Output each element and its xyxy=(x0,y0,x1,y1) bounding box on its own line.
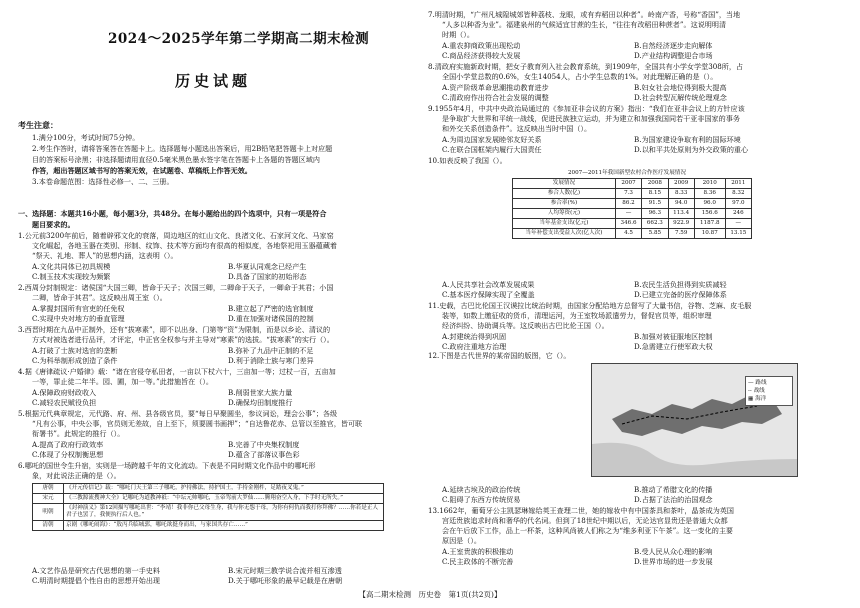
section-heading: 一、选择题：本题共16小题，每小题3分，共48分。在每小题给出的四个选项中，只有一项是符合 xyxy=(18,209,327,218)
question-text: 二卿，皆命于其君”。这反映出周王室（）。 xyxy=(32,293,167,302)
table-cell: 《开元传信记》载：“哪吒门天王第三子哪吒，护持佛法，持护国土，手持金刚杵，足踏夜叉鬼。” xyxy=(64,484,384,494)
question-text: 文化崛起，各地玉器在类别、形制、纹饰、技术等方面均有很高的相似度，各地祭祀用玉器蕴藏着 xyxy=(32,241,338,250)
question-text: 2.西周分封制规定：诸侯国“大国三卿，皆命于天子；次国三卿，二卿命于天子，一卿命于其君；小国 xyxy=(18,283,334,292)
question-text: 6.哪吒的国世令生升宿，实则是一场跨越千年的文化流动。下表是不同时期文化作品中的哪吒形 xyxy=(18,461,316,470)
option[interactable]: D.产业结构调整迎合市场 xyxy=(634,51,713,60)
option[interactable]: D.世界市场的进一步发展 xyxy=(634,557,713,566)
notice-item: 2.考生作答时，请将答案答在答题卡上。选择题每小题选出答案后，用2B铅笔把答题卡上对应题 xyxy=(32,144,333,153)
question-text: “人多以种香为业”。福建泉州的气候适宜甘蔗的生长，“往往有改稻田种蔗者”。这说明明清 xyxy=(442,20,727,29)
table-cell: 宋元 xyxy=(33,494,64,504)
notice-item: 3.本卷命题范围：选择性必修一、二、三册。 xyxy=(32,177,174,186)
question-text: 12.下图是古代世界的某帝国的版图，它（）。 xyxy=(428,351,571,360)
question-text: 方式对被选者进行品评，才评定，中正官全权参与并主导对“寒素”的选拔。“拔寒素”的实行（）。 xyxy=(32,335,334,344)
table-title: 2007—2011年我国新型农村合作医疗发展情况 xyxy=(568,170,686,176)
table-head-cell: 2007 xyxy=(615,179,641,189)
option[interactable]: C.制玉技术实现较为频繁 xyxy=(32,272,111,281)
table-cell: 86.2 xyxy=(615,199,641,209)
table-cell: 91.5 xyxy=(642,199,668,209)
question-text: 9.1955年4月，中共中央政治局通过的《参加亚非会议的方案》指出：“我们在亚非会议上的方针应该 xyxy=(428,104,745,113)
table-cell: 96.3 xyxy=(642,209,668,219)
option[interactable]: C.实现中央对地方的垂直管理 xyxy=(32,314,125,323)
option[interactable]: B.受人民从众心理的影响 xyxy=(634,547,713,556)
option[interactable]: A.王室贵族的积极推动 xyxy=(442,547,514,556)
option[interactable]: A.重农抑商政策出现松动 xyxy=(442,41,521,50)
question-text: 原因是（）。 xyxy=(442,536,482,545)
option[interactable]: B.完善了中央集权制度 xyxy=(228,440,300,449)
question-text: 一等，罪止徒二年半。园、圃，加一等。”此措施旨在（）。 xyxy=(32,377,213,386)
notice-item: 作答，超出答题区域书写的答案无效，在试题卷、草稿纸上作答无效。 xyxy=(32,166,252,175)
option[interactable]: D.急需建立行使军政大权 xyxy=(634,342,713,351)
option[interactable]: A.文艺作品是研究古代思想的第一手史料 xyxy=(32,566,160,575)
table-cell: 922.9 xyxy=(668,219,694,229)
table-cell: 京剧《哪吒闹海》：“敖丙兵临城郭，哪吒欲挺身而出，与家国共存亡……” xyxy=(64,521,384,531)
question-text: “凡有公事，中央公事，官员则无差故，自上至下，须要圆书画押”；“自达鲁花赤、总管以至推官，皆可联 xyxy=(32,419,363,428)
table-cell: 人均筹资(元) xyxy=(513,209,616,219)
option[interactable]: B.妇女社会地位得到极大提高 xyxy=(634,83,727,92)
table-cell: 8.33 xyxy=(668,189,694,199)
table-cell: 清朝 xyxy=(33,521,64,531)
option[interactable]: D.社会转型瓦解传统伦理观念 xyxy=(634,93,727,102)
option[interactable]: C.在联合国框架内履行大国责任 xyxy=(442,145,542,154)
left-column xyxy=(18,0,418,608)
option[interactable]: C.民主政体的不断完善 xyxy=(442,557,514,566)
question-text: 时期（）。 xyxy=(442,30,474,39)
question-text: “祭天、礼地、葬人”的思想内涵，这表明（）。 xyxy=(32,251,178,260)
option[interactable]: B.宋元时期三教学说合流并相互渗透 xyxy=(228,566,342,575)
question-text: 象，对此说法正确的是（）。 xyxy=(32,471,121,480)
table-cell: 8.32 xyxy=(725,189,751,199)
table-row xyxy=(33,521,384,531)
option[interactable]: A.打破了士族对选官的垄断 xyxy=(32,346,118,355)
option[interactable]: C.基本医疗保障实现了全覆盖 xyxy=(442,290,535,299)
table-cell: 8.15 xyxy=(642,189,668,199)
option[interactable]: B.加强对被征服地区控制 xyxy=(634,332,713,341)
option[interactable]: C.阻碍了东西方传统贸易 xyxy=(442,495,521,504)
notice-item: 1.满分100分，考试时间75分钟。 xyxy=(32,133,140,142)
option[interactable]: D.关于哪吒形象的最早记载是在唐朝 xyxy=(228,576,343,585)
table-cell: 唐朝 xyxy=(33,484,64,494)
table-cell: 8.36 xyxy=(694,189,725,199)
option[interactable]: D.确保均田制度推行 xyxy=(228,398,293,407)
question-text: 3.西晋时期在九品中正制外，还有“拔寒素”，即不以出身、门第等“资”为限制，而是以乡论、清议的 xyxy=(18,325,331,334)
question-text: 1.公元前3200年前后，随着辟邪文化的衰落，周边地区的红山文化、良渚文化、石家河文化、马家窑 xyxy=(18,231,334,240)
table-cell: 参合率(%) xyxy=(513,199,616,209)
option[interactable]: A.保障政府财政收入 xyxy=(32,388,97,397)
table-head-cell: 2010 xyxy=(694,179,725,189)
section-heading: 题目要求的。 xyxy=(32,220,75,229)
table-cell: 明朝 xyxy=(33,504,64,521)
question-text: 宫廷贵族追求时尚和奢华的代名词。但到了18世纪中期以后，无论达官显贵还是普通大众都 xyxy=(442,516,728,525)
legend-item: ▦ 海洋 xyxy=(748,396,767,402)
table-head-cell: 发展情况 xyxy=(513,179,616,189)
option[interactable]: C.体现了分权制衡思想 xyxy=(32,450,104,459)
option[interactable]: A.文化共同体已初具规模 xyxy=(32,262,111,271)
subject-title: 历史试题 xyxy=(175,72,252,90)
table-cell: 参合人数(亿) xyxy=(513,189,616,199)
question-text: 和外交关系创造条件”。这反映出当时中国（）。 xyxy=(442,124,592,133)
option[interactable]: A.封建统治得到巩固 xyxy=(442,332,507,341)
question-text: 11.史载，古巴比伦国王汉谟拉比统治时期，由国家分配给地方总督写了大量书信，谷物、芝麻、皮毛服 xyxy=(428,301,752,310)
option[interactable]: C.减轻农民赋役负担 xyxy=(32,398,97,407)
table-cell: 7.3 xyxy=(615,189,641,199)
notice-heading: 考生注意： xyxy=(18,120,58,130)
option[interactable]: D.占据了法治的治国观念 xyxy=(634,495,713,504)
table-cell: 97.0 xyxy=(725,199,751,209)
q6-table xyxy=(32,483,384,531)
option[interactable]: D.已建立完备的医疗保障体系 xyxy=(634,290,727,299)
question-text: 装等，如数上缴征收的货币，清理运河，为王室牧场派遣劳力，督促官员等，组织审理 xyxy=(442,311,712,320)
table-cell: 7.59 xyxy=(668,229,694,239)
question-text: 5.根据元代典章规定，元代路、府、州、县各级官员，要“每日早聚圆坐，参议词讼，理会公事”；各级 xyxy=(18,409,338,418)
table-cell: 当年基金支出(亿元) xyxy=(513,219,616,229)
table-cell: 《三教源流搜神大全》记哪吒为道教神祇：“中坛元帅哪吒，玉帝驾前大罗仙……腾翔奋空入身，下手时无所失。” xyxy=(64,494,384,504)
question-text: 经济纠纷、协助调兵等。这反映出古巴比伦王国（）。 xyxy=(442,321,609,330)
option[interactable]: A.资产阶级革命思潮推动教育进步 xyxy=(442,83,549,92)
legend-item: ‐‐ 战线 xyxy=(748,388,765,394)
table-cell: 13.15 xyxy=(725,229,751,239)
question-text: 8.清政府实施新政时期，把女子教育列入社会教育系统，到1909年，全国共有小学女学堂308所，占 xyxy=(428,62,744,71)
legend-item: — 路线 xyxy=(748,380,767,386)
table-cell: 1187.8 xyxy=(694,219,725,229)
option[interactable]: D.利于消除士族与寒门差异 xyxy=(228,356,314,365)
right-column-lower xyxy=(428,0,840,608)
option[interactable]: D.蕴含了部落议事色彩 xyxy=(228,450,300,459)
option[interactable]: C.政府注重地方治理 xyxy=(442,342,507,351)
table-cell: 94.0 xyxy=(668,199,694,209)
table-cell: — xyxy=(615,209,641,219)
table-cell: 4.5 xyxy=(615,229,641,239)
option[interactable]: B.削弱世家大族力量 xyxy=(228,388,293,397)
question-text: 13.1662年，葡萄牙公主凯瑟琳嫁给英王查理二世，她的嫁妆中有中国茶具和茶叶，晶茶成为英国 xyxy=(428,506,734,515)
table-cell: 当年补偿支出受益人次(亿人次) xyxy=(513,229,616,239)
question-text: 10.如表反映了我国（）。 xyxy=(428,156,507,165)
table-cell: 662.3 xyxy=(642,219,668,229)
table-cell: — xyxy=(725,219,751,229)
option[interactable]: C.为科举制形成创造了条件 xyxy=(32,356,118,365)
option[interactable]: B.为国家建设争取有利的国际环境 xyxy=(634,135,741,144)
table-row xyxy=(33,494,384,504)
table-cell: 156.6 xyxy=(694,209,725,219)
page-footer: 【高二期末检测 历史卷 第1页(共2页)】 xyxy=(358,590,502,599)
question-text: 4.据《唐律疏议·户婚律》载：“诸在官侵夺私田者，一亩以下杖六十，三亩加一等；过杖一百，五亩加 xyxy=(18,367,336,376)
option[interactable]: B.农民生活负担得到实质减轻 xyxy=(634,280,727,289)
option[interactable]: A.掌握封国所有官吏的任免权 xyxy=(32,304,125,313)
option[interactable]: B.华夏认同观念已经产生 xyxy=(228,262,307,271)
table-cell: 113.4 xyxy=(668,209,694,219)
option[interactable]: A.延续古埃及的政治传统 xyxy=(442,485,521,494)
table-cell: 10.87 xyxy=(694,229,725,239)
option[interactable]: B.推动了希腊文化的传播 xyxy=(634,485,713,494)
table-head-cell: 2009 xyxy=(668,179,694,189)
option[interactable]: B.自然经济逐步走向解体 xyxy=(634,41,713,50)
table-cell: 5.85 xyxy=(642,229,668,239)
question-text: 全国小学堂总数的0.6%，女生14054人，占小学生总数的1%。对此理解正确的是（）。 xyxy=(442,72,718,81)
option[interactable]: A.人民共享社会改革发展成果 xyxy=(442,280,535,289)
question-text: 衔署书”。此规定的推行（）。 xyxy=(32,429,125,438)
option[interactable]: B.弥补了九品中正制的不足 xyxy=(228,346,314,355)
option[interactable]: C.明清时期提倡个性自由的思想开始出现 xyxy=(32,576,161,585)
table-head-cell: 2011 xyxy=(725,179,751,189)
option[interactable]: A.提高了政府行政效率 xyxy=(32,440,104,449)
table-cell: 246 xyxy=(725,209,751,219)
option[interactable]: D.以和平共处原则为外交政策的重心 xyxy=(634,145,749,154)
notice-item: 目的答案标号涂黑；非选择题请用直径0.5毫米黑色墨水签字笔在答题卡上各题的答题区域内 xyxy=(32,155,320,164)
table-head-cell: 2008 xyxy=(642,179,668,189)
question-text: 会在午后放下工作，品上一杯茶，这种风尚被人们称之为“维多利亚下午茶”。这一变化的主要 xyxy=(442,526,734,535)
question-text: 7.明清时期，“广州凡城隍城郊皆种荔枝、龙眼，或有弃稻田以种者”。岭南产香，号称“香国”，当地 xyxy=(428,10,741,19)
table-cell: 346.6 xyxy=(615,219,641,229)
option[interactable]: B.建立起了严密的选官制度 xyxy=(228,304,314,313)
option[interactable]: A.为周边国家发展睦邻友好关系 xyxy=(442,135,542,144)
option[interactable]: C.商品经济获得较大发展 xyxy=(442,51,521,60)
question-text: 是争取扩大世界和平统一战线，促进民族独立运动，并为建立和加强我国同若干亚非国家的事务 xyxy=(442,114,740,123)
table-cell: 《封神演义》第12回描写哪吒出世：“李靖！我非你已父母生身，我与你无怨于母，为你有何仇而我打你拜佛？……你若是正人君子也罢了，我便执行后人也。” xyxy=(64,504,384,521)
exam-title: 2024～2025学年第二学期高二期末检测 xyxy=(108,31,370,47)
option[interactable]: D.具备了国家的初始形态 xyxy=(228,272,307,281)
option[interactable]: D.重在加强对诸侯国的控制 xyxy=(228,314,314,323)
table-row xyxy=(33,504,384,521)
table-cell: 96.0 xyxy=(694,199,725,209)
table-row xyxy=(33,484,384,494)
option[interactable]: C.清政府作出符合社会发展的调整 xyxy=(442,93,549,102)
